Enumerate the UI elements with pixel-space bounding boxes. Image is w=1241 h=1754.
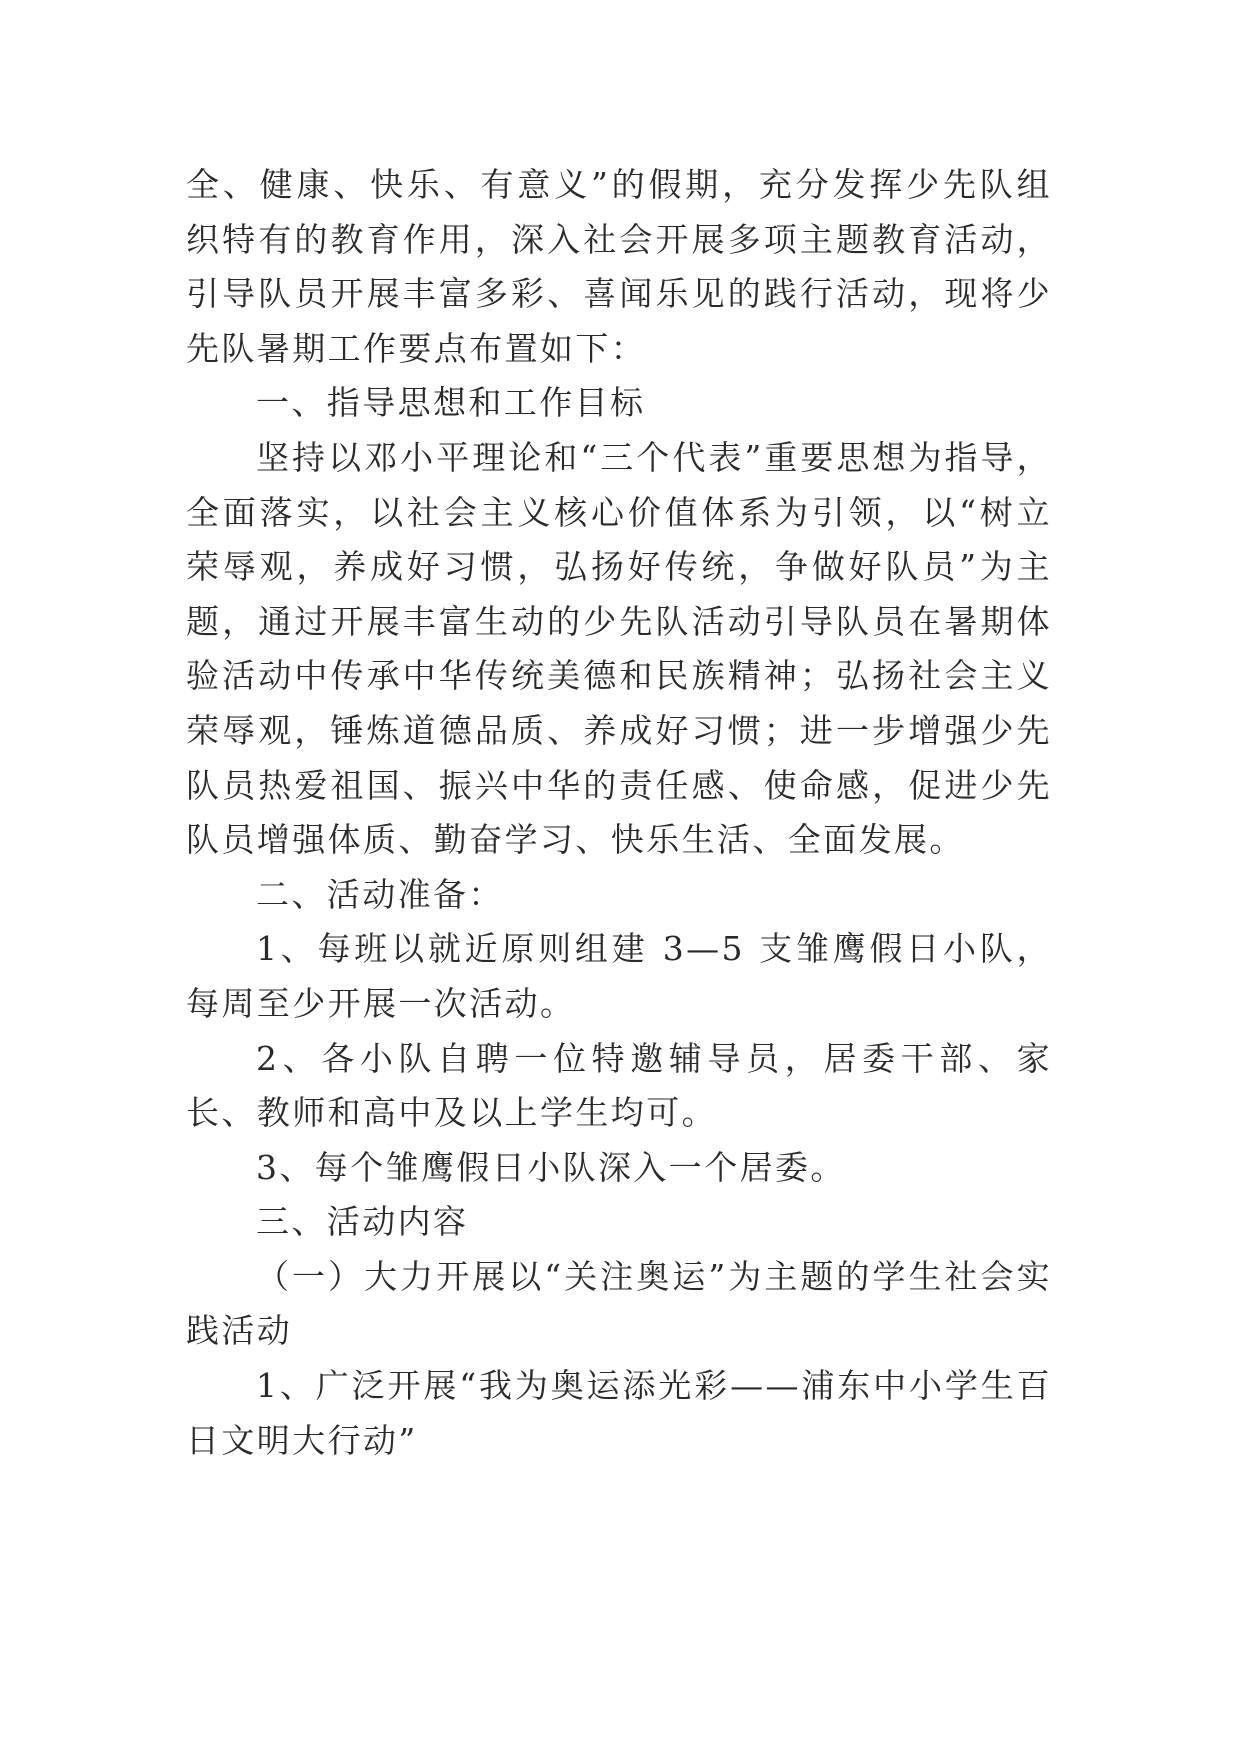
section-heading-content: 三、活动内容 [256, 1202, 469, 1242]
preparation-item-1: 1、每班以就近原则组建 3—5 支雏鹰假日小队，每周至少开展一次活动。 [186, 929, 1052, 1023]
section-heading-guiding-thought: 一、指导思想和工作目标 [256, 383, 646, 423]
subsection-heading-olympics: （一）大力开展以“关注奥运”为主题的学生社会实践活动 [186, 1256, 1052, 1351]
preparation-item-2: 2、各小队自聘一位特邀辅导员，居委干部、家长、教师和高中及以上学生均可。 [186, 1038, 1052, 1133]
section-heading-preparation: 二、活动准备： [256, 874, 504, 914]
content-item-1: 1、广泛开展“我为奥运添光彩——浦东中小学生百日文明大行动” [186, 1366, 1052, 1460]
document-body [186, 158, 1052, 1468]
guiding-thought-paragraph: 坚持以邓小平理论和“三个代表”重要思想为指导，全面落实，以社会主义核心价值体系为引领，以“树立荣辱观，养成好习惯，弘扬好传统，争做好队员”为主题，通过开展丰富生动的少先队活动引导队员在暑期体验活动中传承中华传统美德和民族精神；弘扬社会主义荣辱观，锤炼道德品质、养成好习惯；进一步增强少先队员热爱祖国、振兴中华的责任感、使命感，促进少先队员增强体质、勤奋学习、快乐生活、全面发展。 [186, 437, 1052, 860]
intro-paragraph: 全、健康、快乐、有意义”的假期，充分发挥少先队组织特有的教育作用，深入社会开展多项主题教育活动，引导队员开展丰富多彩、喜闻乐见的践行活动，现将少先队暑期工作要点布置如下： [186, 165, 1052, 368]
preparation-item-3: 3、每个雏鹰假日小队深入一个居委。 [256, 1147, 846, 1187]
